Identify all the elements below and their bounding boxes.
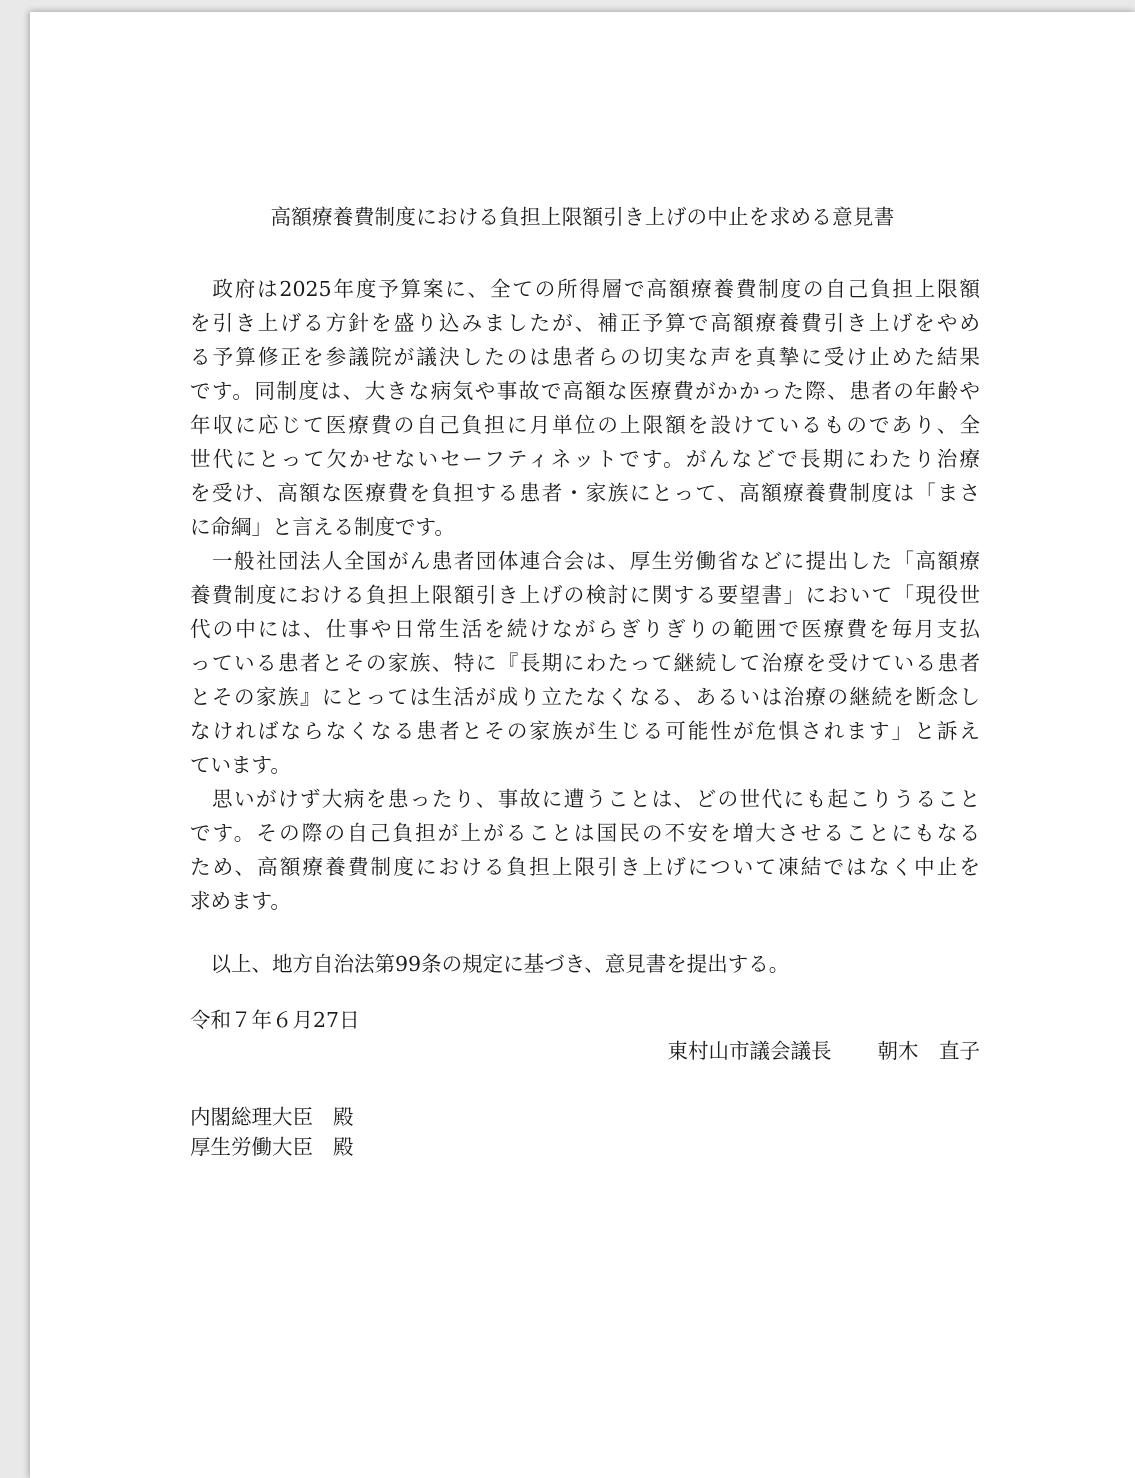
body-line: 世代にとって欠かせないセーフティネットです。がんなどで長期にわたり治療: [190, 447, 980, 471]
body-line: とその家族』にとっては生活が成り立たなくなる、あるいは治療の継続を断念し: [190, 685, 980, 709]
body-line: なければならなくなる患者とその家族が生じる可能性が危惧されます」と訴え: [190, 719, 980, 743]
recipient-office: 内閣総理大臣: [190, 1105, 313, 1129]
body-line: 一般社団法人全国がん患者団体連合会は、厚生労働省などに提出した「高額療: [190, 549, 980, 573]
body-line: 求めます。: [190, 889, 291, 913]
recipient-line: [190, 1130, 354, 1164]
signatory-position: 東村山市議会議長: [667, 1039, 832, 1063]
recipient-honorific: 殿: [333, 1135, 354, 1159]
closing-statement: 以上、地方自治法第99条の規定に基づき、意見書を提出する。: [190, 952, 790, 976]
body-line: 養費制度における負担上限額引き上げの検討に関する要望書」において「現役世: [190, 583, 980, 607]
body-line: です。同制度は、大きな病気や事故で高額な医療費がかかった際、患者の年齢や: [190, 379, 980, 403]
body-line: に命綱」と言える制度です。: [190, 515, 455, 539]
body-line: です。その際の自己負担が上がることは国民の不安を増大させることにもなる: [190, 821, 980, 845]
body-line: 年収に応じて医療費の自己負担に月単位の上限額を設けているものであり、全: [190, 413, 980, 437]
recipient-honorific: 殿: [333, 1105, 354, 1129]
document-page: [30, 12, 1135, 1478]
body-line: ため、高額療養費制度における負担上限引き上げについて凍結ではなく中止を: [190, 855, 980, 879]
body-line: 政府は2025年度予算案に、全ての所得層で高額療養費制度の自己負担上限額: [190, 277, 980, 301]
body-line: ています。: [190, 753, 291, 777]
document-date: 令和７年６月27日: [190, 1008, 360, 1032]
body-line: を受け、高額な医療費を負担する患者・家族にとって、高額療養費制度は「まさ: [190, 481, 980, 505]
body-line: 代の中には、仕事や日常生活を続けながらぎりぎりの範囲で医療費を毎月支払: [190, 617, 980, 641]
body-line: 思いがけず大病を患ったり、事故に遭うことは、どの世代にも起こりうること: [190, 787, 980, 811]
signatory-name: 朝木 直子: [877, 1039, 980, 1063]
body-line: を引き上げる方針を盛り込みましたが、補正予算で高額療養費引き上げをやめ: [190, 311, 980, 335]
body-line: っている患者とその家族、特に『長期にわたって継続して治療を受けている患者: [190, 651, 980, 675]
document-title: 高額療養費制度における負担上限額引き上げの中止を求める意見書: [270, 205, 895, 229]
body-line: る予算修正を参議院が議決したのは患者らの切実な声を真摯に受け止めた結果: [190, 345, 980, 369]
signature-block: [630, 1034, 980, 1068]
recipient-office: 厚生労働大臣: [190, 1135, 313, 1159]
recipient-line: [190, 1100, 354, 1134]
